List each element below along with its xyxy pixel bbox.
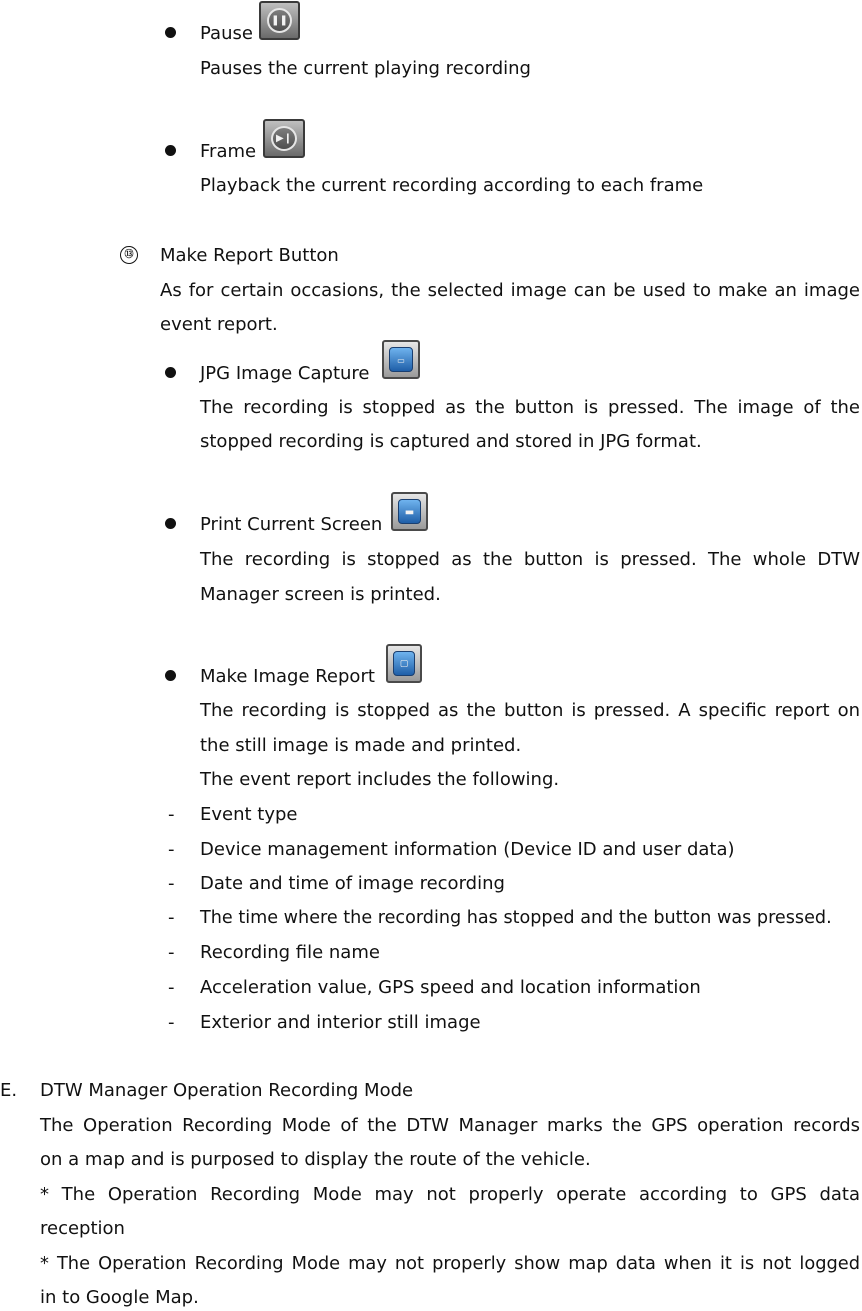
dash-marker: - [168, 804, 175, 825]
list-item: Device management information (Device ID and user data) [200, 839, 735, 860]
list-item: Acceleration value, GPS speed and location information [200, 977, 701, 998]
jpg-capture-title: JPG Image Capture [200, 363, 370, 384]
dash-marker: - [168, 839, 175, 860]
image-report-icon[interactable]: ▢ [386, 644, 422, 683]
note-gps-cont: reception [40, 1218, 125, 1239]
printer-icon[interactable]: ▬ [391, 492, 428, 531]
print-screen-title: Print Current Screen [200, 514, 383, 535]
bullet [165, 145, 176, 156]
section-description-cont: on a map and is purposed to display the route of the vehicle. [40, 1149, 591, 1170]
list-item: Exterior and interior still image [200, 1012, 481, 1033]
jpg-capture-description: The recording is stopped as the button is pressed. The image of the [200, 397, 860, 418]
image-report-includes: The event report includes the following. [200, 769, 560, 790]
note-gps: * The Operation Recording Mode may not properly operate according to GPS data [40, 1184, 860, 1205]
bullet [165, 367, 176, 378]
pause-icon[interactable]: ❚❚ [259, 1, 300, 40]
list-item: The time where the recording has stopped and the button was pressed. [200, 908, 832, 928]
dash-marker: - [168, 873, 175, 894]
make-report-description-cont: event report. [160, 314, 278, 335]
frame-description: Playback the current recording according to each frame [200, 175, 704, 196]
list-item: Date and time of image recording [200, 873, 505, 894]
dash-marker: - [168, 907, 175, 928]
print-screen-description: The recording is stopped as the button is pressed. The whole DTW [200, 549, 860, 570]
note-map: * The Operation Recording Mode may not properly show map data when it is not logged [40, 1253, 860, 1274]
list-item: Recording file name [200, 942, 380, 963]
image-report-description-cont: the still image is made and printed. [200, 735, 522, 756]
item-number-13: ⑬ [120, 246, 138, 264]
bullet [165, 518, 176, 529]
print-screen-description-cont: Manager screen is printed. [200, 584, 441, 605]
note-map-cont: in to Google Map. [40, 1287, 199, 1308]
bullet [165, 27, 176, 38]
section-letter: E. [0, 1080, 18, 1101]
jpg-capture-icon[interactable]: ▭ [382, 340, 420, 379]
section-title: DTW Manager Operation Recording Mode [40, 1080, 414, 1101]
list-item: Event type [200, 804, 298, 825]
frame-title: Frame [200, 141, 257, 162]
pause-description: Pauses the current playing recording [200, 58, 531, 79]
image-report-description: The recording is stopped as the button is pressed. A specific report on [200, 700, 860, 721]
make-report-description: As for certain occasions, the selected image can be used to make an image [160, 280, 860, 301]
make-report-title: Make Report Button [160, 245, 339, 266]
frame-step-icon[interactable]: ▶❙ [263, 119, 305, 158]
bullet [165, 670, 176, 681]
section-description: The Operation Recording Mode of the DTW Manager marks the GPS operation records [40, 1115, 860, 1136]
image-report-title: Make Image Report [200, 666, 375, 687]
jpg-capture-description-cont: stopped recording is captured and stored in JPG format. [200, 431, 702, 452]
dash-marker: - [168, 977, 175, 998]
dash-marker: - [168, 942, 175, 963]
dash-marker: - [168, 1012, 175, 1033]
pause-title: Pause [200, 23, 253, 44]
